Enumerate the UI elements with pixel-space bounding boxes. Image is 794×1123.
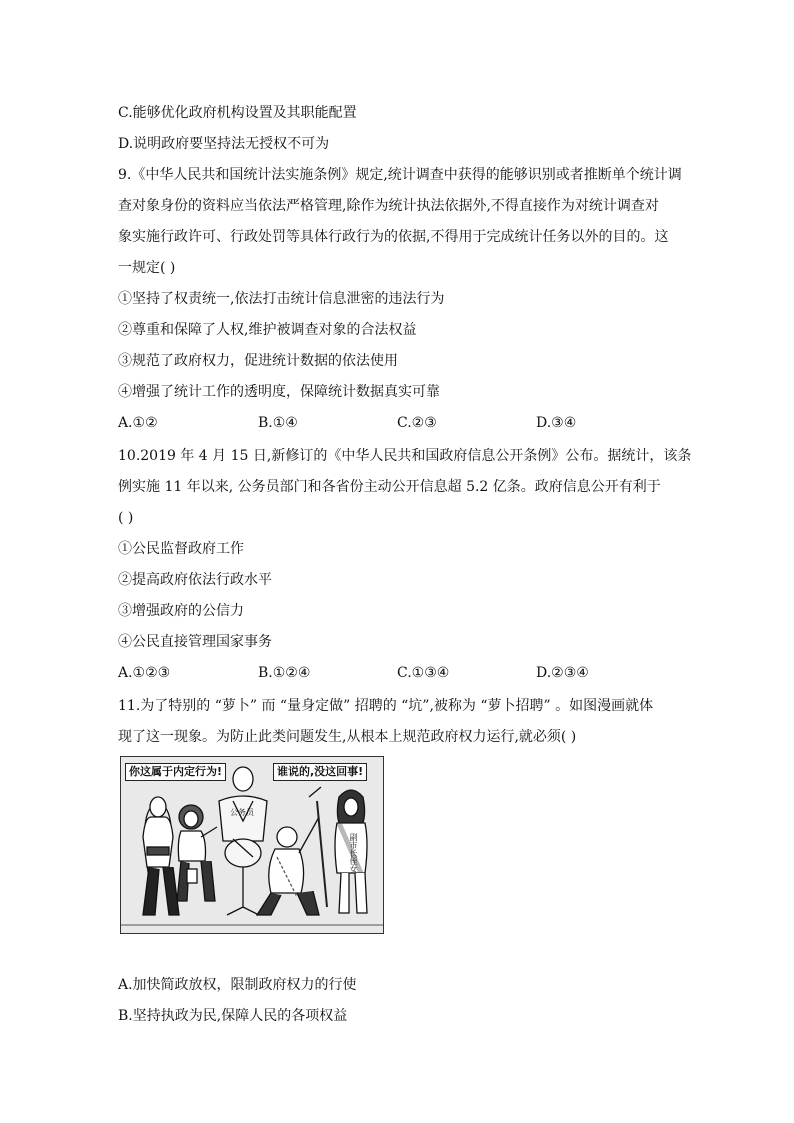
- q9-stem-line2: 查对象身份的资料应当依法严格管理,除作为统计执法依据外,不得直接作为对统计调查对: [118, 198, 659, 214]
- q9-option-d[interactable]: D.③④: [536, 415, 577, 431]
- q9-stem-line1: 9.《中华人民共和国统计法实施条例》规定,统计调查中获得的能够识别或者推断单个统计调: [118, 167, 682, 183]
- q9-statement-3: ③规范了政府权力，促进统计数据的依法使用: [118, 353, 398, 369]
- q11-option-b[interactable]: B.坚持执政为民,保障人民的各项权益: [118, 1008, 348, 1024]
- option-c-prev: C.能够优化政府机构设置及其职能配置: [118, 105, 357, 121]
- option-d-prev: D.说明政府要坚持法无授权不可为: [118, 136, 330, 152]
- q10-option-a[interactable]: A.①②③: [118, 665, 171, 681]
- mannequin-label: 公务员: [230, 808, 254, 817]
- q10-option-c[interactable]: C.①③④: [397, 665, 450, 681]
- q10-stem-line2: 例实施 11 年以来, 公务员部门和各省份主动公开信息超 5.2 亿条。政府信息公开有利于: [118, 479, 661, 495]
- q9-statement-1: ①坚持了权责统一,依法打击统计信息泄密的违法行为: [118, 291, 445, 307]
- speech-bubble-left: 你这属于内定行为!: [125, 763, 226, 781]
- q10-statement-4: ④公民直接管理国家事务: [118, 634, 272, 650]
- cartoon-image: [120, 756, 384, 934]
- q9-statement-2: ②尊重和保障了人权,维护被调查对象的合法权益: [118, 322, 417, 338]
- q10-option-d[interactable]: D.②③④: [536, 665, 589, 681]
- q10-option-b[interactable]: B.①②④: [258, 665, 311, 681]
- q9-option-b[interactable]: B.①④: [258, 415, 298, 431]
- q10-statement-1: ①公民监督政府工作: [118, 541, 244, 557]
- q10-statement-3: ③增强政府的公信力: [118, 603, 244, 619]
- q10-stem-line1: 10.2019 年 4 月 15 日,新修订的《中华人民共和国政府信息公开条例》公布。据统计，该条: [118, 448, 692, 464]
- q11-option-a[interactable]: A.加快简政放权，限制政府权力的行使: [118, 977, 357, 993]
- q9-stem-line4: 一规定( ): [118, 260, 176, 276]
- q10-stem-line3: ( ): [118, 510, 134, 526]
- q10-statement-2: ②提高政府依法行政水平: [118, 572, 272, 588]
- q9-statement-4: ④增强了统计工作的透明度，保障统计数据真实可靠: [118, 384, 440, 400]
- q9-option-a[interactable]: A.①②: [118, 415, 158, 431]
- speech-bubble-right: 谁说的,没这回事!: [273, 763, 367, 781]
- q9-option-c[interactable]: C.②③: [397, 415, 437, 431]
- q11-stem-line2: 现了这一现象。为防止此类问题发生,从根本上规范政府权力运行,就必须( ): [118, 729, 577, 745]
- q11-stem-line1: 11.为了特别的 “萝卜” 而 “量身定做” 招聘的 “坑”,被称为 “萝卜招聘” 。如图漫画就体: [118, 698, 654, 714]
- q9-stem-line3: 象实施行政许可、行政处罚等具体行政行为的依据,不得用于完成统计任务以外的目的。这: [118, 229, 669, 245]
- sash-text: 副市长侄女: [349, 833, 358, 873]
